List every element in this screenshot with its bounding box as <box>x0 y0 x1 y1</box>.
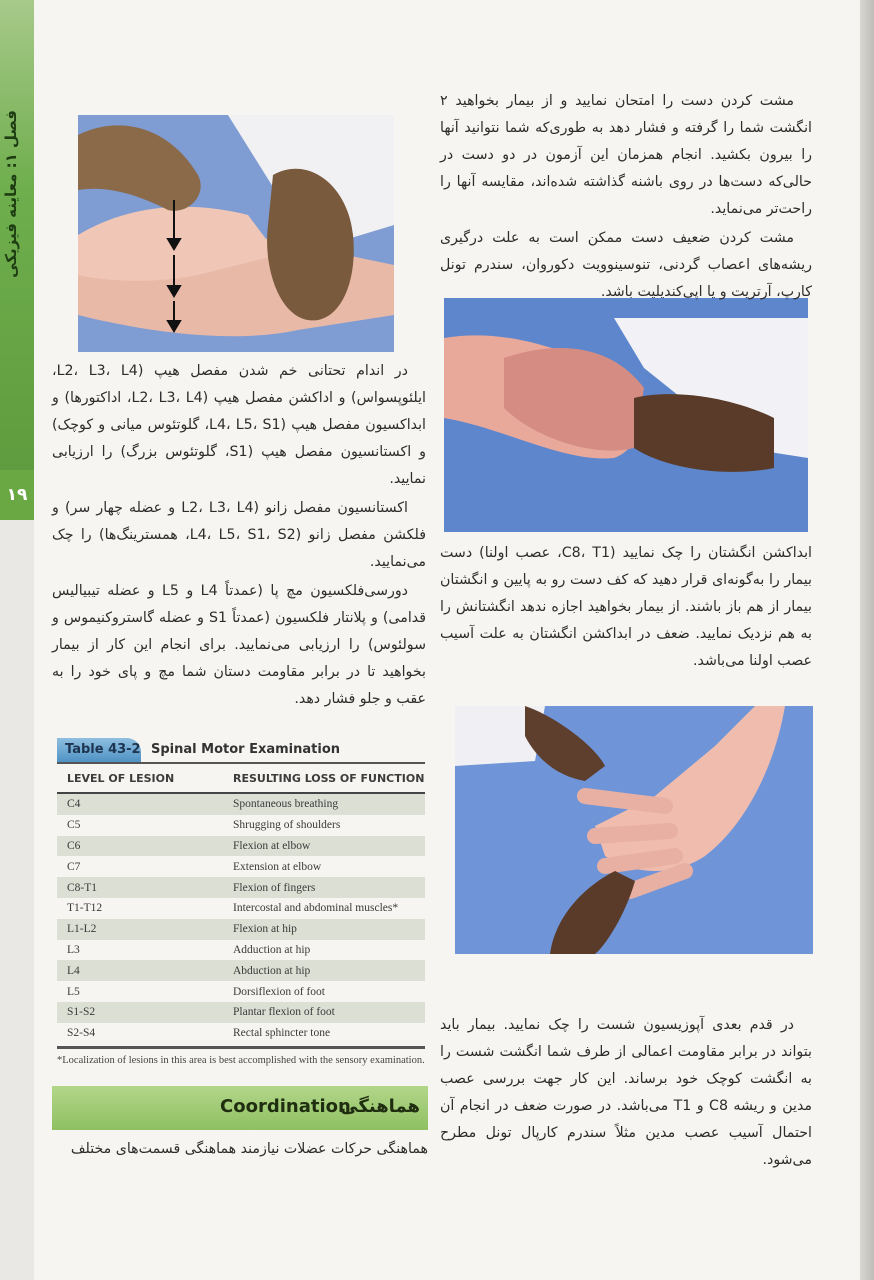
level-cell: C7 <box>67 860 81 873</box>
table-row <box>57 856 425 877</box>
level-cell: C4 <box>67 798 81 811</box>
table-title: Spinal Motor Examination <box>151 742 341 757</box>
section-title-en: Coordination <box>220 1096 351 1117</box>
table-row <box>57 815 425 836</box>
table-row <box>57 836 425 857</box>
table-row <box>57 919 425 940</box>
function-cell: Flexion at hip <box>233 923 297 936</box>
function-cell: Spontaneous breathing <box>233 798 339 811</box>
left-column-text <box>52 358 426 715</box>
photo-hand-wrist-test <box>78 115 394 352</box>
level-cell: C5 <box>67 819 81 832</box>
level-cell: S1-S2 <box>67 1006 96 1019</box>
table-body <box>57 794 425 1044</box>
level-cell: L1-L2 <box>67 923 97 936</box>
function-cell: Plantar flexion of foot <box>233 1006 335 1019</box>
level-cell: C8-T1 <box>67 881 98 894</box>
function-cell: Intercostal and abdominal muscles* <box>233 902 399 915</box>
level-cell: S2-S4 <box>67 1027 96 1040</box>
paragraph: در قدم بعدی آپوزیسیون شست را چک نمایید. بیمار باید بتواند در برابر مقاومت اعمالی از طرف شما انگشت شست را به انگشت کوچک خود برساند. این کار جهت بررسی عصب مدین و ریشه C8 و T1 می‌باشد. در صورت ضعف در انجام آن احتمال آسیب عصب مدین مثلاً سندرم کارپال تونل مطرح می‌شود. <box>440 1017 813 1168</box>
table-row <box>57 898 425 919</box>
level-cell: L5 <box>67 985 80 998</box>
table-bottom-rule <box>57 1046 425 1049</box>
level-cell: L3 <box>67 943 80 956</box>
function-cell: Dorsiflexion of foot <box>233 985 325 998</box>
table-row <box>57 877 425 898</box>
section-heading-coordination <box>52 1086 428 1130</box>
table-row <box>57 981 425 1002</box>
paragraph: مشت کردن ضعیف دست ممکن است به علت درگیری ریشه‌های اعصاب گردنی، تنوسینوویت دکوروان، سندرم تونل کارپ، آرتریت و یا اپی‌کندیلیت باشد. <box>440 230 812 300</box>
table-row <box>57 794 425 815</box>
column-header-level: LEVEL OF LESION <box>67 771 175 785</box>
chapter-side-tab <box>0 0 34 470</box>
table-header <box>57 764 425 794</box>
right-column-top <box>440 88 812 308</box>
function-cell: Shrugging of shoulders <box>233 819 341 832</box>
paragraph: مشت کردن دست را امتحان نمایید و از بیمار بخواهید ۲ انگشت شما را گرفته و فشار دهد به طوری‌که شما نتوانید آنها را بیرون بکشید. انجام همزمان این آزمون در دو دست در حالی‌که دست‌ها در روی باشنه گذاشته شده‌اند، مقایسه آنها را راحت‌تر می‌نماید. <box>440 93 812 217</box>
paragraph: در اندام تحتانی خم شدن مفصل هیپ (L2، L3، L4، ایلئوپسواس) و اداکشن مفصل هیپ (L2، L3، L4، اداکتورها) و ابداکسیون مفصل هیپ (L4، L5، S1، گلوتئوس میانی و کوچک) و اکستانسیون مفصل هیپ (S1، گلوتئوس بزرگ) را ارزیابی نمایید. <box>52 363 426 487</box>
page-edge <box>860 0 874 1280</box>
paragraph: هماهنگی حرکات عضلات نیازمند هماهنگی قسمت‌های مختلف <box>70 1141 428 1157</box>
chapter-tab-label: فصل ۱: معاینه فیزیکی <box>2 110 20 278</box>
paragraph: اکستانسیون مفصل زانو (L2، L3، L4 و عضله چهار سر) و فلکشن مفصل زانو (L4، L5، S1، S2، همسترینگ‌ها) را چک می‌نمایید. <box>52 500 426 570</box>
level-cell: T1-T12 <box>67 902 103 915</box>
function-cell: Extension at elbow <box>233 860 322 873</box>
section-title-fa: هماهنگی <box>340 1096 420 1117</box>
table-footnote: *Localization of lesions in this area is best accomplished with the sensory examination. <box>57 1054 425 1066</box>
photo-grip-test <box>444 298 808 532</box>
function-cell: Abduction at hip <box>233 964 311 977</box>
function-cell: Flexion at elbow <box>233 839 311 852</box>
photo-finger-abduction <box>455 706 813 954</box>
right-column-middle <box>440 540 812 677</box>
table-title-bar <box>57 728 425 764</box>
function-cell: Rectal sphincter tone <box>233 1027 331 1040</box>
level-cell: L4 <box>67 964 80 977</box>
function-cell: Flexion of fingers <box>233 881 316 894</box>
table-row <box>57 940 425 961</box>
right-column-bottom <box>440 1012 812 1176</box>
section-intro-text <box>52 1136 428 1165</box>
level-cell: C6 <box>67 839 81 852</box>
table-row <box>57 960 425 981</box>
column-header-function: RESULTING LOSS OF FUNCTION <box>233 771 425 785</box>
paragraph: دورسی‌فلکسیون مچ پا (عمدتاً L4 و L5 و عضله تیبیالیس قدامی) و پلانتار فلکسیون (عمدتاً S1 و عضله گاستروکنیموس و سولئوس) را ارزیابی می‌نمایید. برای انجام این کار از بیمار بخواهید تا در برابر مقاومت دستان شما مچ و پای خود را به عقب و جلو فشار دهد. <box>52 583 426 707</box>
table-number: Table 43-2 <box>65 742 141 757</box>
paragraph: ابداکشن انگشتان را چک نمایید (C8، T1، عصب اولنا) دست بیمار را به‌گونه‌ای قرار دهید که کف دست رو به پایین و انگشتان بیمار از هم باز باشند. از بیمار بخواهید اجازه ندهد انگشتانش را به هم نزدیک نمایید. ضعف در ابداکشن انگشتان به علت آسیب عصب اولنا می‌باشد. <box>440 545 812 669</box>
table-row <box>57 1023 425 1044</box>
table-row <box>57 1002 425 1023</box>
page-number: ۱۹ <box>0 470 34 520</box>
spinal-motor-table <box>57 728 425 1066</box>
function-cell: Adduction at hip <box>233 943 311 956</box>
